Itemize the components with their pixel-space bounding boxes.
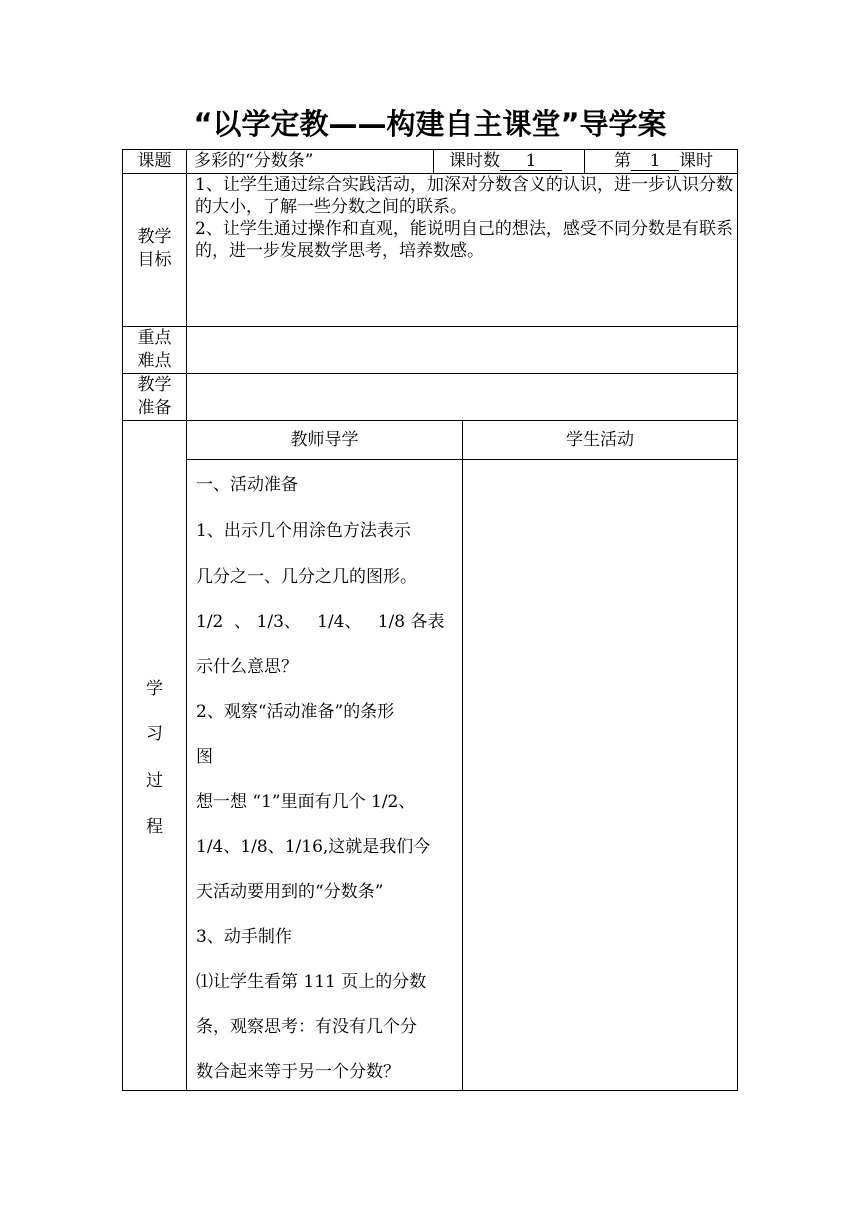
document-title: “以学定教——构建自主课堂”导学案 — [193, 107, 667, 141]
period-count-value: 1 — [500, 149, 562, 171]
goals-content — [195, 174, 733, 262]
period-prefix: 第 — [614, 151, 631, 171]
teacher-line: 1/4、1/8、1/16,这就是我们今 — [196, 837, 431, 857]
goals-label-line1: 教学 — [137, 227, 172, 247]
goal-item-1: 1、让学生通过综合实践活动，加深对分数含义的认识，进一步认识分数的大小，了解一些分数之间的联系。 — [195, 175, 733, 217]
goal-item-2: 2、让学生通过操作和直观，能说明自己的想法，感受不同分数是有联系的，进一步发展数学思考，培养数感。 — [195, 219, 733, 261]
process-label-char: 过 — [146, 771, 163, 791]
period-suffix: 课时 — [679, 151, 713, 171]
period-number — [614, 149, 713, 173]
preparation-label-line2: 准备 — [137, 398, 172, 418]
key-points-label-line1: 重点 — [137, 328, 172, 348]
preparation-label-line1: 教学 — [137, 375, 172, 395]
period-count — [449, 149, 562, 173]
teacher-line: 数合起来等于另一个分数？ — [196, 1062, 400, 1082]
teacher-line: 一、活动准备 — [196, 475, 298, 495]
teacher-line: 条，观察思考：有没有几个分 — [196, 1017, 417, 1037]
teacher-guide-header: 教师导学 — [290, 430, 359, 450]
process-label-char: 程 — [146, 817, 163, 837]
period-value: 1 — [631, 149, 679, 171]
teacher-line: 1/2 、 1/3、 1/4、 1/8 各表 — [196, 612, 445, 632]
key-points-label-line2: 难点 — [137, 351, 172, 371]
process-label-char: 学 — [146, 679, 163, 699]
teacher-line: 2、观察“活动准备”的条形 — [196, 702, 395, 722]
teacher-line: 示什么意思？ — [196, 657, 298, 677]
teacher-line: ⑴让学生看第 111 页上的分数 — [196, 972, 427, 992]
teacher-line: 天活动要用到的“分数条” — [196, 882, 384, 902]
teacher-line: 几分之一、几分之几的图形。 — [196, 567, 417, 587]
period-count-label: 课时数 — [449, 151, 500, 171]
teacher-line: 1、出示几个用涂色方法表示 — [196, 521, 411, 541]
teacher-line: 想一想 “1”里面有几个 1/2、 — [196, 792, 416, 812]
key-points-label — [123, 327, 186, 373]
student-activity-header: 学生活动 — [566, 430, 634, 450]
topic-label: 课题 — [137, 151, 172, 171]
topic-value: 多彩的“分数条” — [194, 151, 314, 171]
goals-label — [123, 226, 186, 272]
goals-label-line2: 目标 — [137, 250, 172, 270]
teacher-line: 图 — [196, 747, 213, 767]
process-label-char: 习 — [146, 724, 163, 744]
preparation-label — [123, 374, 186, 420]
teacher-line: 3、动手制作 — [196, 927, 292, 947]
